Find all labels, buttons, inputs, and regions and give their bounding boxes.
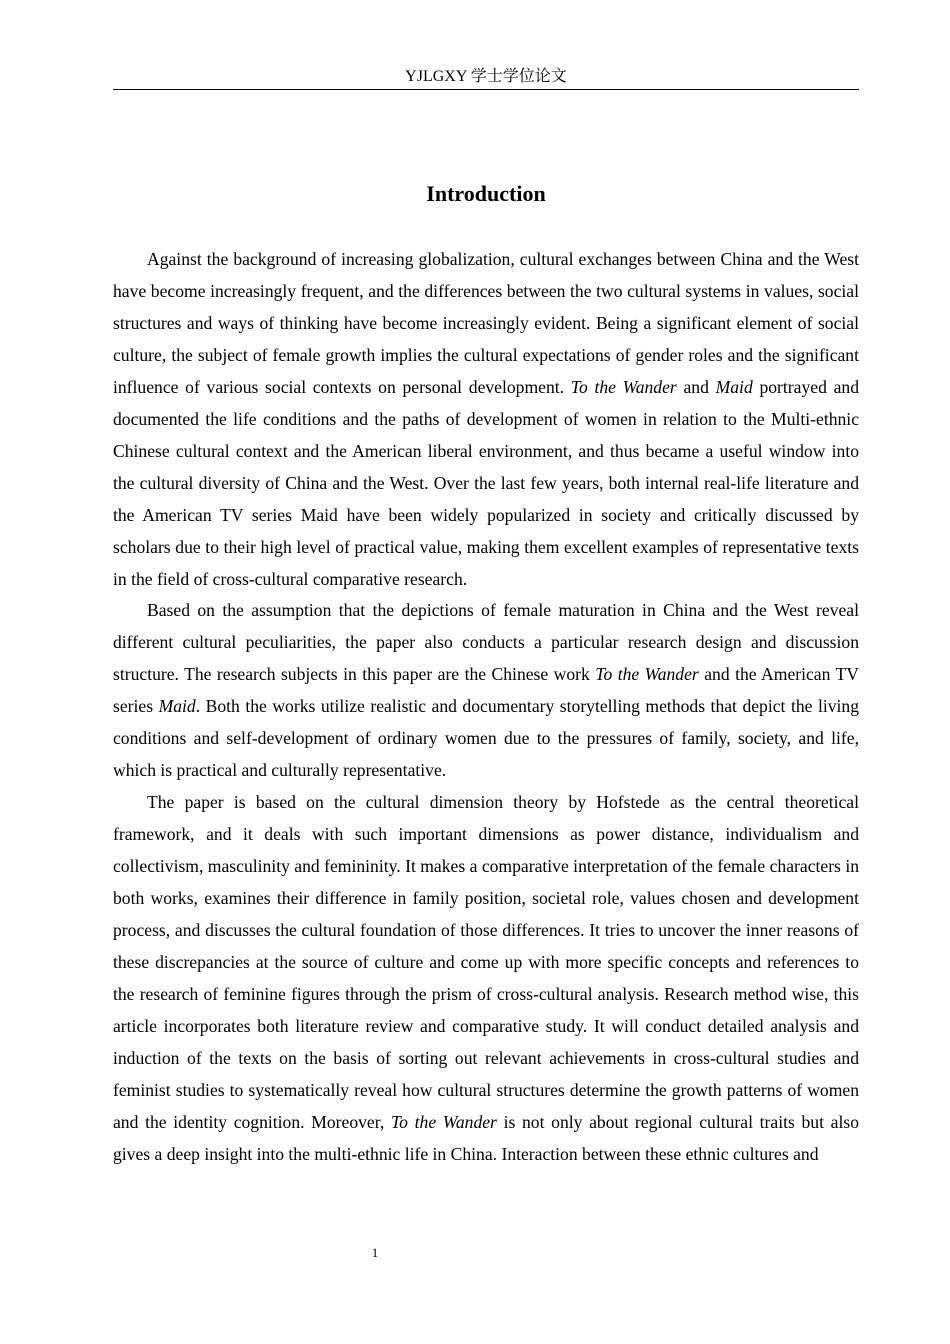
paragraph-3: [113, 787, 859, 1170]
paragraph-3-text-2: is not only about regional cultural traits but also gives a deep insight into the multi-ethnic life in China. Interaction between these ethnic cultures and: [113, 1111, 860, 1164]
paragraph-1-text-3: portrayed and documented the life conditions and the paths of development of women in relation to the Multi-ethnic Chinese cultural context and the American liberal environment, and thus became a useful window into the cultural diversity of China and the West. Over the last few years, both internal real-life literature and the American TV series Maid have been widely popularized in society and critically discussed by scholars due to their high level of practical value, making them excellent examples of representative texts in the field of cross-cultural comparative research.: [113, 376, 859, 589]
paragraph-1-text-1: Against the background of increasing globalization, cultural exchanges between China and the West have become increasingly frequent, and the differences between the two cultural systems in values, social structures and ways of thinking have become increasingly evident. Being a significant element of social culture, the subject of female growth implies the cultural expectations of gender roles and the significant influence of various social contexts on personal development.: [113, 249, 859, 397]
paragraph-3-text-1: The paper is based on the cultural dimension theory by Hofstede as the central theoretical framework, and it deals with such important dimensions as power distance, individualism and collectivism, masculinity and femininity. It makes a comparative interpretation of the female characters in both works, examines their difference in family position, societal role, values chosen and development process, and discusses the cultural foundation of those differences. It tries to uncover the inner reasons of these discrepancies at the source of culture and come up with more specific concepts and references to the research of feminine figures through the prism of cross-cultural analysis. Research method wise, this article incorporates both literature review and comparative study. It will conduct detailed analysis and induction of the texts on the basis of sorting out relevant achievements in cross-cultural studies and feminist studies to systematically reveal how cultural structures determine the growth patterns of women and the identity cognition. Moreover,: [113, 792, 859, 1132]
work-title-to-the-wander: To the Wander: [570, 376, 677, 397]
work-title-maid: Maid: [158, 696, 196, 717]
work-title-maid: Maid: [715, 376, 753, 397]
paragraph-2: [113, 595, 859, 787]
work-title-to-the-wander: To the Wander: [595, 664, 699, 685]
paragraph-1: [113, 244, 859, 595]
paragraph-2-text-3: . Both the works utilize realistic and documentary storytelling methods that depict the living conditions and self-development of ordinary women due to the pressures of family, society, and life, which is practical and culturally representative.: [113, 696, 859, 781]
header-rule: [113, 89, 859, 90]
paragraph-1-text-2: and: [676, 376, 716, 397]
section-title: Introduction: [426, 181, 546, 206]
body-text: [113, 244, 859, 1171]
running-header: YJLGXY 学士学位论文: [405, 68, 567, 85]
work-title-to-the-wander: To the Wander: [390, 1111, 497, 1132]
paragraph-2-text-2: and the American TV series: [113, 664, 860, 717]
paragraph-2-text-1: Based on the assumption that the depictions of female maturation in China and the West reveal different cultural peculiarities, the paper also conducts a particular research design and discussion structure. The research subjects in this paper are the Chinese work: [113, 600, 859, 685]
page-number: 1: [371, 1245, 379, 1260]
